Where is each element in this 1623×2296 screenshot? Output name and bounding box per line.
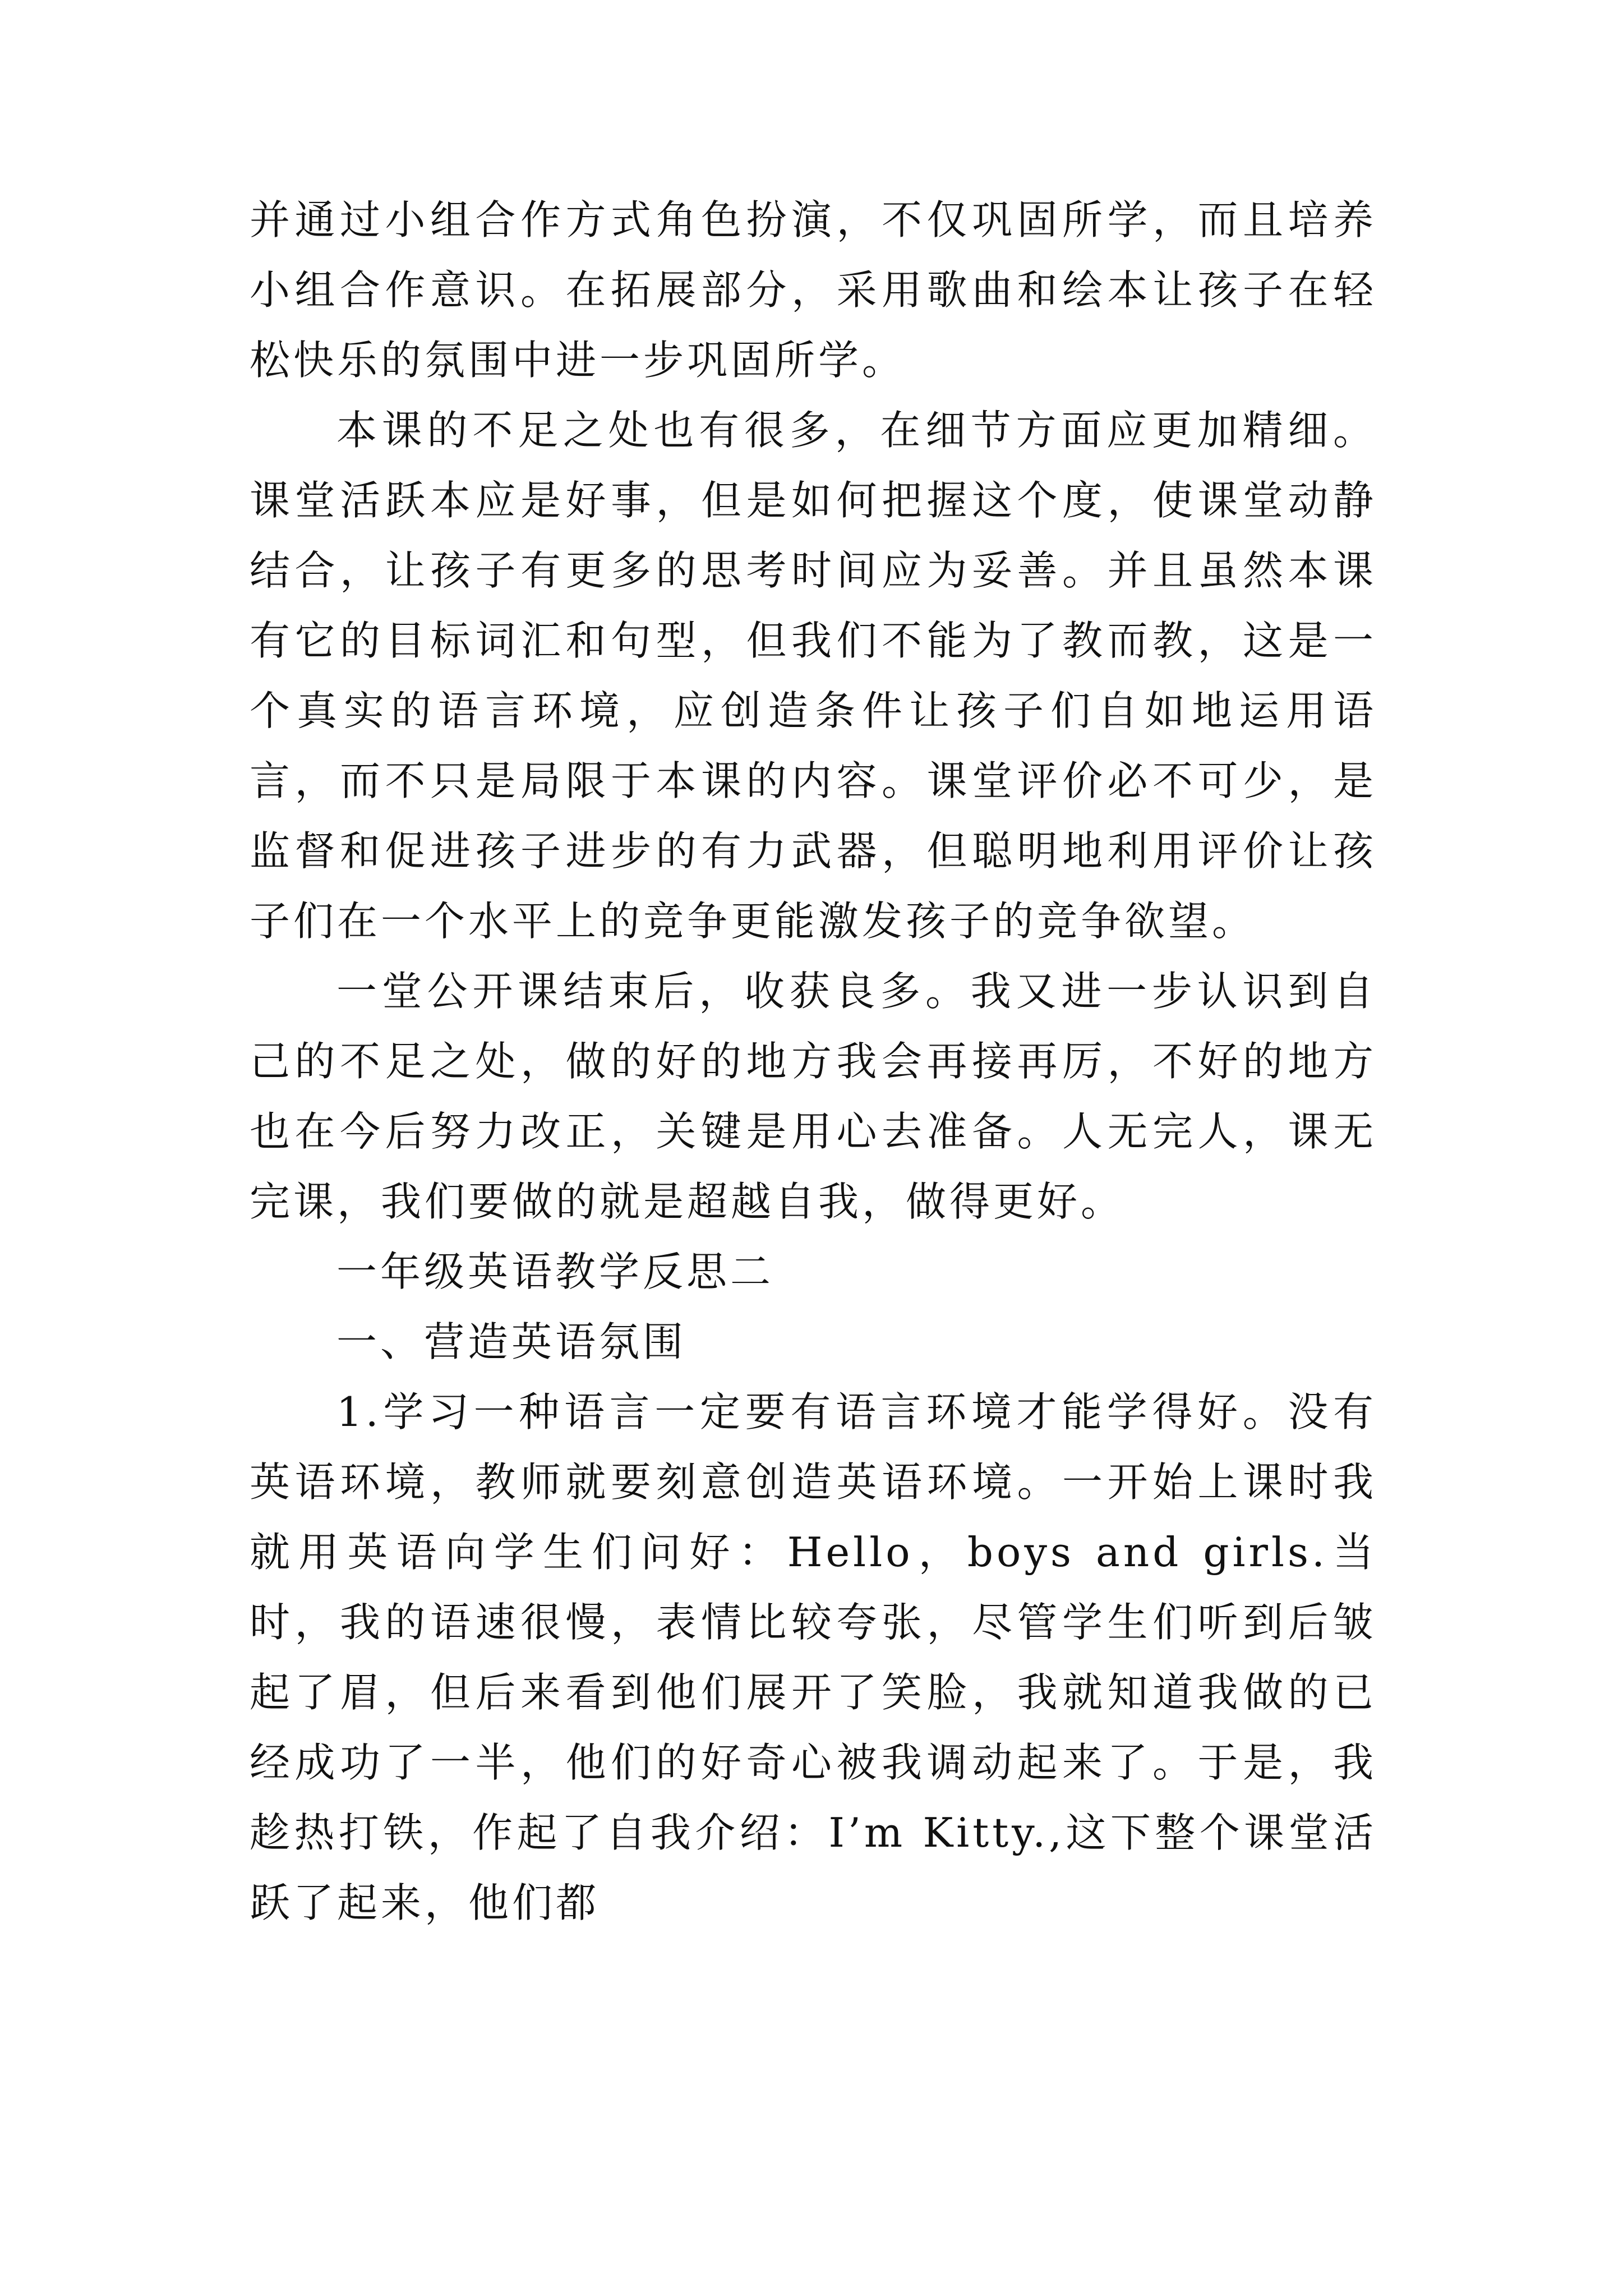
section-heading: 一年级英语教学反思二: [336, 1248, 774, 1295]
paragraph-2: 本课的不足之处也有很多，在细节方面应更加精细。课堂活跃本应是好事，但是如何把握这个度，使课堂动静结合，让孩子有更多的思考时间应为妥善。并且虽然本课有它的目标词汇和句型，但我们不能为了教而教，这是一个真实的语言环境，应创造条件让孩子们自如地运用语言，而不只是局限于本课的内容。课堂评价必不可少，是监督和促进孩子进步的有力武器，但聪明地利用评价让孩子们在一个水平上的竞争更能激发孩子的竞争欲望。: [250, 407, 1377, 945]
paragraph-3: 一堂公开课结束后，收获良多。我又进一步认识到自己的不足之处，做的好的地方我会再接再厉，不好的地方也在今后努力改正，关键是用心去准备。人无完人，课无完课，我们要做的就是超越自我，做得更好。: [250, 968, 1377, 1225]
paragraph-1: 并通过小组合作方式角色扮演，不仅巩固所学，而且培养小组合作意识。在拓展部分，采用歌曲和绘本让孩子在轻松快乐的氛围中进一步巩固所学。: [250, 196, 1377, 384]
paragraph-4: 1.学习一种语言一定要有语言环境才能学得好。没有英语环境，教师就要刻意创造英语环境。一开始上课时我就用英语向学生们问好：Hello，boys and girls.当时，我的语速很慢，表情比较夸张，尽管学生们听到后皱起了眉，但后来看到他们展开了笑脸，我就知道我做的已经成功了一半，他们的好奇心被我调动起来了。于是，我趁热打铁，作起了自我介绍：I’m Kitty.,这下整个课堂活跃了起来，他们都: [250, 1388, 1377, 1926]
subsection-heading: 一、营造英语氛围: [336, 1318, 687, 1365]
document-body: [250, 185, 1377, 1938]
